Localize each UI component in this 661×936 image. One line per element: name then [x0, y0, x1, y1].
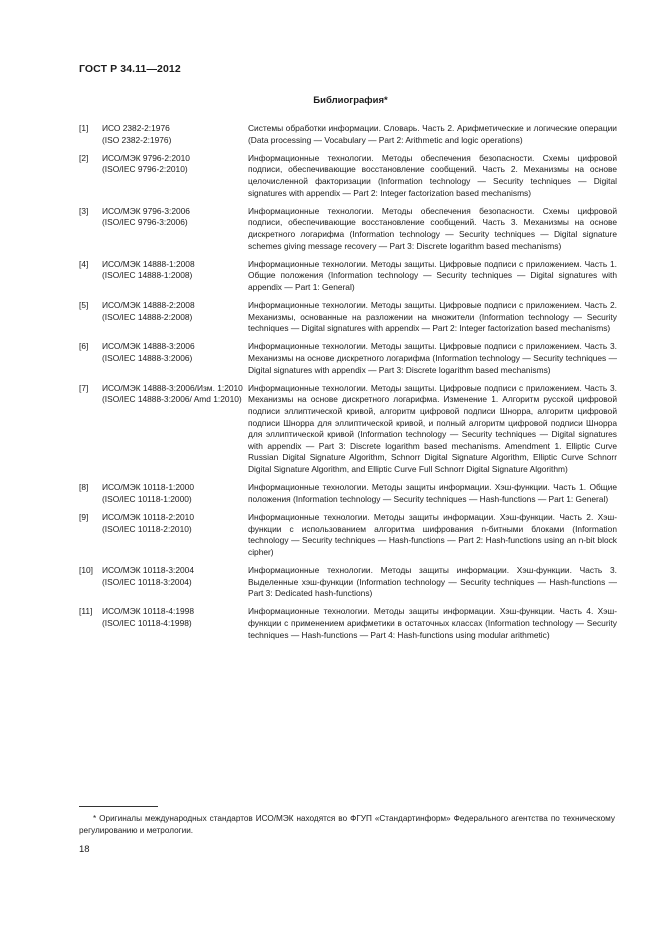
entry-description: Информационные технологии. Методы защиты информации. Хэш-функции. Часть 4. Хэш-функции с применением арифметики в остаточных классах (Information technology — Security techniques — Hash-functions — Part 4: Hash-functions using modular arithmetic) [248, 606, 617, 640]
entry-standard-code [102, 606, 248, 641]
code-line: ИСО/МЭК 14888-3:2006 [102, 341, 195, 352]
code-line: (ISO/IEC 10118-1:2000) [102, 493, 192, 504]
entry-number: [8] [79, 482, 89, 493]
bibliography-entry [79, 606, 617, 641]
bibliography-entry [79, 259, 617, 294]
entry-number: [6] [79, 341, 89, 352]
code-line: (ISO/IEC 9796-2:2010) [102, 164, 188, 175]
bibliography-entry [79, 565, 617, 600]
code-line: (ISO 2382-2:1976) [102, 134, 172, 145]
entry-standard-code [102, 482, 248, 505]
entry-number: [3] [79, 205, 89, 216]
section-title: Библиография* [313, 95, 388, 106]
entry-number: [11] [79, 606, 93, 617]
entry-description: Информационные технологии. Методы защиты. Цифровые подписи с приложением. Часть 2. Механизмы, основанные на разложении на множители (Information technology — Security techniques — Digital signatures with appendix — Part 2: Integer factorization based mechanisms) [248, 300, 617, 334]
code-line: ИСО/МЭК 9796-2:2010 [102, 152, 190, 163]
entry-number: [5] [79, 300, 89, 311]
code-line: (ISO/IEC 14888-3:2006) [102, 353, 193, 364]
entry-description: Информационные технологии. Методы защиты. Цифровые подписи с приложением. Часть 1. Общие положения (Information technology — Security techniques — Digital signatures with appendix — Part 1: General) [248, 258, 617, 292]
entry-description: Информационные технологии. Методы защиты. Цифровые подписи с приложением. Часть 3. Механизмы на основе дискретного логарифма (Information technology — Security techniques — Digital signatures with appendix — Part 3: Discrete logarithm based mechanisms) [248, 341, 617, 375]
bibliography-entry [79, 153, 617, 199]
entry-description: Системы обработки информации. Словарь. Часть 2. Арифметические и логические операции (Data processing — Vocabulary — Part 2: Arithmetic and logic operations) [248, 123, 617, 145]
bibliography-entry [79, 383, 617, 476]
entry-description: Информационные технологии. Методы защиты информации. Хэш-функции. Часть 2. Хэш-функции с использованием алгоритма шифрования n-битными блоками (Information technology — Security techniques — Hash-functions — Part 2: Hash-functions using an n-bit block cipher) [248, 511, 617, 557]
code-line: (ISO/IEC 9796-3:2006) [102, 217, 188, 228]
entry-description: Информационные технологии. Методы защиты информации. Хэш-функции. Часть 1. Общие положения (Information technology — Security techniques — Hash-functions — Part 1: General) [248, 482, 617, 504]
entry-description: Информационные технологии. Методы обеспечения безопасности. Схемы цифровой подписи, обеспечивающие восстановление сообщений. Часть 2. Механизмы на основе целочисленной факторизации (Information technology — Security techniques — Digital signatures with appendix — Part 2: Integer factorization based mechanisms) [248, 152, 617, 198]
entry-number: [2] [79, 152, 89, 163]
entry-standard-code [102, 206, 248, 252]
entry-number: [9] [79, 511, 89, 522]
entry-standard-code [102, 565, 248, 600]
entry-number: [10] [79, 564, 93, 575]
bibliography-entry [79, 512, 617, 558]
code-line: ИСО/МЭК 10118-3:2004 [102, 564, 194, 575]
code-line: (ISO/IEC 14888-1:2008) [102, 270, 193, 281]
entry-number: [7] [79, 382, 89, 393]
bibliography-entry [79, 300, 617, 335]
code-line: (ISO/IEC 10118-3:2004) [102, 576, 192, 587]
entry-description: Информационные технологии. Методы обеспечения безопасности. Схемы цифровой подписи, обеспечивающие восстановление сообщений. Часть 3. Механизмы на основе дискретного логарифма (Information technology — Security techniques — Digital signature schemes giving message recovery — Part 3: Discrete logarithm based mechanisms) [248, 205, 617, 251]
bibliography-entry [79, 206, 617, 252]
code-line: (ISO/IEC 14888-2:2008) [102, 311, 193, 322]
code-line: ИСО/МЭК 14888-1:2008 [102, 258, 195, 269]
entry-standard-code [102, 153, 248, 199]
bibliography-entry [79, 123, 617, 146]
bibliography-list [79, 123, 617, 648]
page-number: 18 [79, 844, 90, 855]
entry-standard-code [102, 383, 248, 476]
document-header: ГОСТ Р 34.11—2012 [79, 63, 181, 75]
entry-standard-code [102, 259, 248, 294]
entry-number: [4] [79, 258, 89, 269]
code-line: ИСО/МЭК 9796-3:2006 [102, 205, 190, 216]
entry-description: Информационные технологии. Методы защиты. Цифровые подписи с приложением. Часть 3. Механизмы на основе дискретного логарифма. Изменение 1. Алгоритм русской цифровой подписи эллиптической кривой, алгоритм цифровой подписи Шнорра, алгоритм цифровой подписи Шнорра для эллиптической кривой, и полный алгоритм цифровой подписи Шнорра для эллиптической кривой (Information technology — Security techniques — Digital signatures with appendix — Part 3: Discrete logarithm based mechanisms. Amendment 1. Elliptic Curve Russian Digital Signature Algorithm, Schnorr Digital Signature Algorithm, Elliptic Curve Schnorr Digital Signature Algorithm, and Elliptic Curve Full Schnorr Digital Signature Algorithm) [248, 382, 617, 474]
entry-standard-code [102, 300, 248, 335]
code-line: (ISO/IEC 10118-4:1998) [102, 617, 192, 628]
entry-standard-code [102, 123, 248, 146]
code-line: ИСО/МЭК 10118-2:2010 [102, 511, 194, 522]
code-line: ИСО 2382-2:1976 [102, 123, 170, 133]
code-line: ИСО/МЭК 14888-2:2008 [102, 300, 195, 311]
entry-standard-code [102, 512, 248, 558]
entry-description: Информационные технологии. Методы защиты информации. Хэш-функции. Часть 3. Выделенные хэш-функции (Information technology — Security techniques — Hash-functions — Part 3: Dedicated hash-functions) [248, 564, 617, 599]
bibliography-entry [79, 341, 617, 376]
code-line: ИСО/МЭК 14888-3:2006/Изм. 1:2010 (ISO/IEC 14888-3:2006/ Amd 1:2010) [102, 382, 243, 405]
footnote: * Оригиналы международных стандартов ИСО/МЭК находятся во ФГУП «Стандартинформ» Федерального агентства по техническому регулированию и метрологии. [79, 814, 615, 835]
entry-standard-code [102, 341, 248, 376]
bibliography-entry [79, 482, 617, 505]
footnote-divider [79, 806, 158, 807]
code-line: ИСО/МЭК 10118-1:2000 [102, 482, 194, 493]
code-line: (ISO/IEC 10118-2:2010) [102, 523, 192, 534]
entry-number: [1] [79, 123, 89, 133]
code-line: ИСО/МЭК 10118-4:1998 [102, 606, 194, 617]
